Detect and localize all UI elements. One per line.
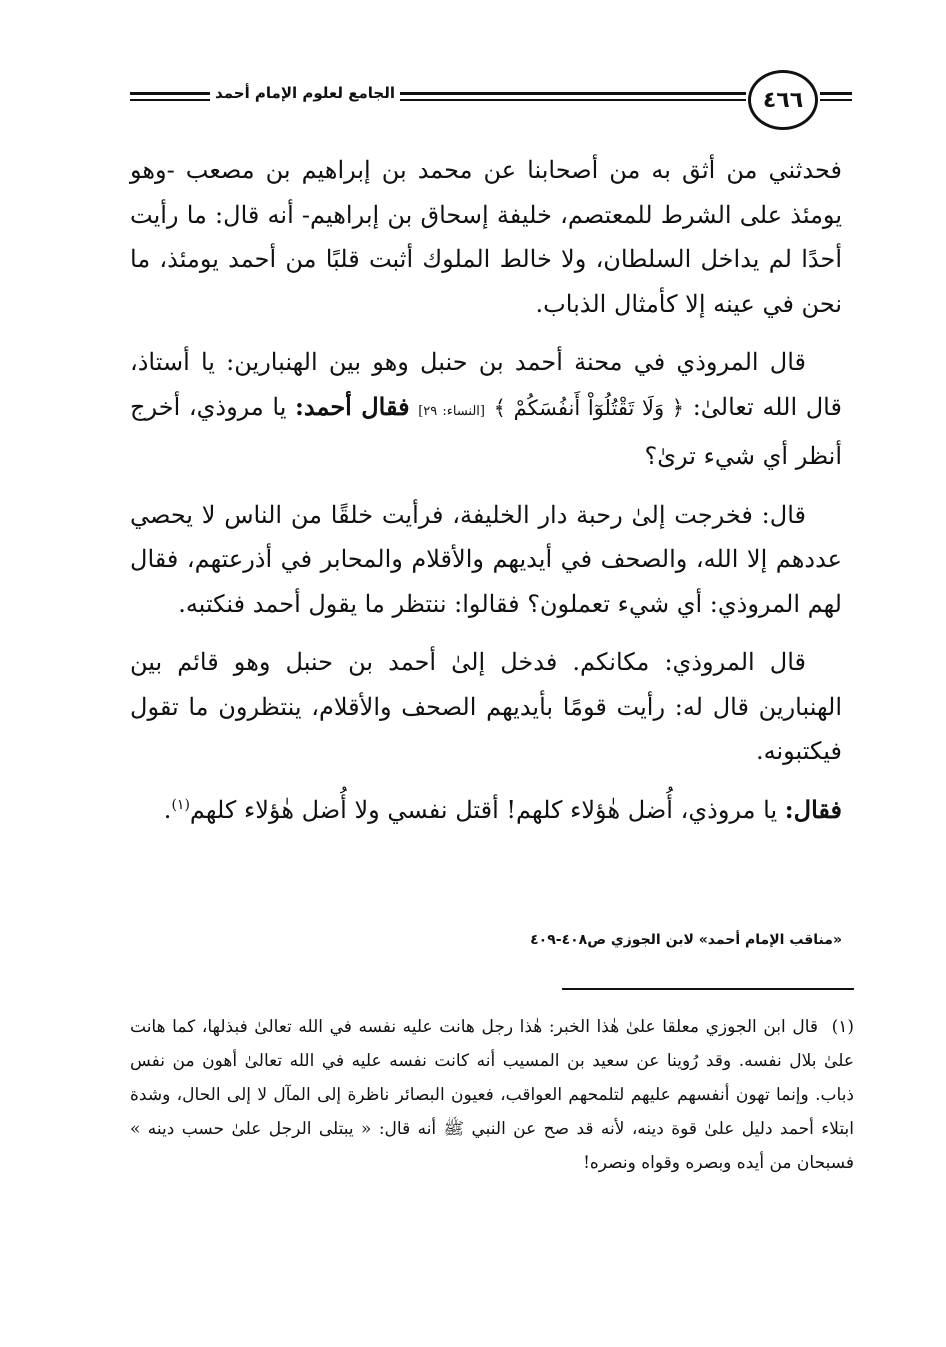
header-rule-right-lower: [820, 99, 852, 101]
paragraph-5: [130, 788, 842, 833]
page-header: [0, 66, 946, 136]
header-rule-left: [130, 92, 210, 95]
page-number: ٤٦٦: [748, 70, 818, 130]
header-rule-middle-lower: [400, 99, 746, 101]
paragraph-2: [130, 340, 842, 479]
paragraph-2-intro: قال المروذي في محنة أحمد بن حنبل وهو بين الهنبارين: يا أستاذ، قال الله تعالىٰ:: [130, 348, 842, 421]
footnote-marker[interactable]: (١): [171, 796, 190, 813]
header-rule-left-lower: [130, 99, 210, 101]
paragraph-4: قال المروذي: مكانكم. فدخل إلىٰ أحمد بن حنبل وهو قائم بين الهنبارين قال له: رأيت قومًا بأيديهم الصحف والأقلام، ينتظرون ما تقول فيكتبونه.: [130, 648, 842, 765]
paragraph-2-rest: يا مروذي، أخرج أنظر أي شيء ترىٰ؟: [130, 392, 842, 470]
paragraph-5-text: يا مروذي، أُضل هٰؤلاء كلهم! أقتل نفسي ولا أُضل هٰؤلاء كلهم: [189, 795, 778, 824]
footnote-number: (١): [831, 1017, 854, 1037]
running-title: الجامع لعلوم الإمام أحمد: [212, 84, 398, 102]
paragraph-3: قال: فخرجت إلىٰ رحبة دار الخليفة، فرأيت خلقًا من الناس لا يحصي عددهم إلا الله، والصحف في أيديهم والأقلام والمحابر في أذرعتهم، فقال لهم المروذي: أي شيء تعملون؟ فقالوا: ننتظر ما يقول أحمد فنكتبه.: [130, 500, 842, 618]
quran-verse: ﴿ وَلَا تَقْتُلُوٓاْ أَنفُسَكُمْ ﴾: [493, 395, 685, 420]
main-text: [130, 148, 842, 846]
quran-reference: [النساء: ٢٩]: [418, 403, 485, 419]
speaker-label-2: فقال:: [784, 794, 842, 824]
footnote: [130, 1010, 854, 1180]
speaker-label: فقال أحمد:: [295, 391, 410, 421]
header-rule-right: [820, 92, 852, 95]
source-citation: «مناقب الإمام أحمد» لابن الجوزي ص٤٠٨-٤٠٩: [530, 932, 842, 948]
footnote-text: قال ابن الجوزي معلقا علىٰ هٰذا الخبر: هٰذا رجل هانت عليه نفسه في الله تعالىٰ فبذلها، كما هانت علىٰ بلال نفسه. وقد رُوينا عن سعيد بن المسيب أنه كانت نفسه عليه في الله تعالىٰ أهون من نفس ذباب. وإنما تهون أنفسهم عليهم لتلمحهم العواقب، فعيون البصائر ناظرة إلى المآل لا إلى الحال، وشدة ابتلاء أحمد دليل علىٰ قوة دينه، لأنه قد صح عن النبي ﷺ أنه قال: « يبتلى الرجل علىٰ حسب دينه » فسبحان من أيده وبصره وقواه ونصره!: [130, 1017, 854, 1173]
paragraph-5-end: .: [163, 795, 172, 824]
header-rule-middle: [400, 92, 746, 95]
footnote-separator: [562, 988, 854, 990]
paragraph-1: فحدثني من أثق به من أصحابنا عن محمد بن إبراهيم بن مصعب -وهو يومئذ على الشرط للمعتصم، خليفة إسحاق بن إبراهيم- أنه قال: ما رأيت أحدًا لم يداخل السلطان، ولا خالط الملوك أثبت قلبًا من أحمد يومئذ، ما نحن في عينه إلا كأمثال الذباب.: [130, 156, 843, 318]
